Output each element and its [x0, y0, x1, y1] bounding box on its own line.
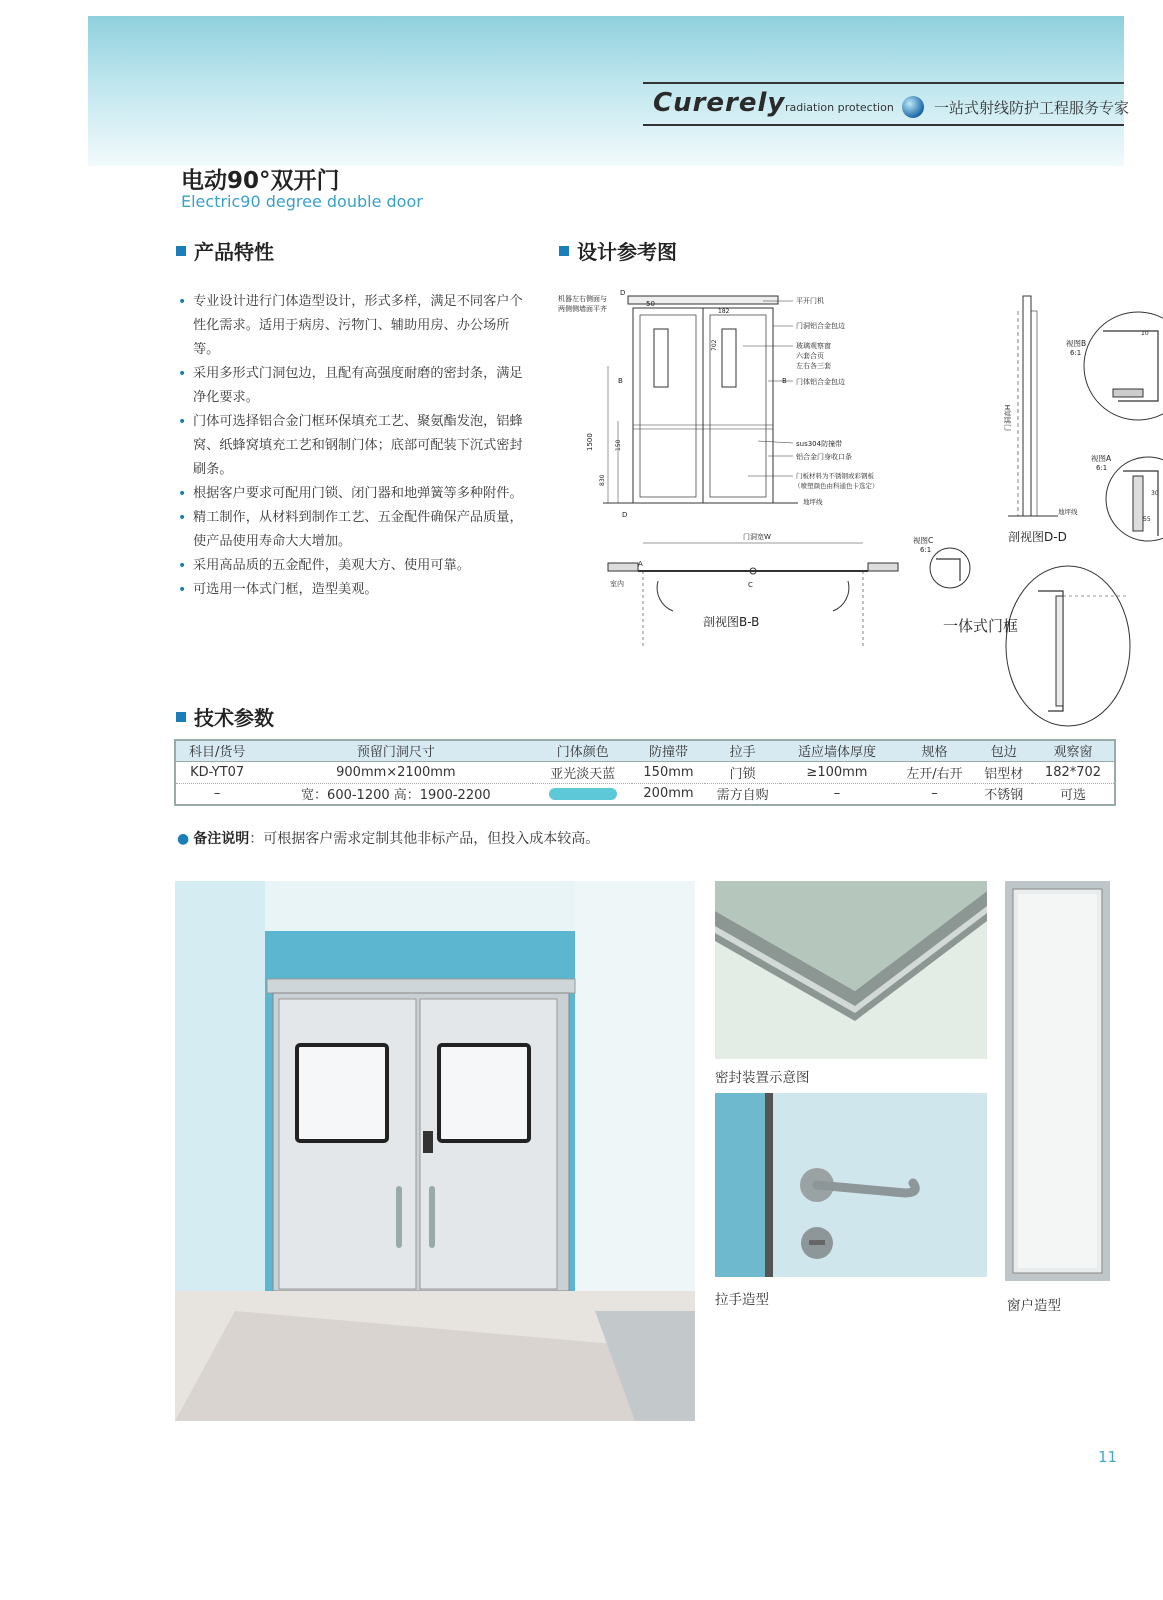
handle-photo	[715, 1093, 987, 1277]
dim-label: 830	[599, 474, 606, 486]
section-mark: D	[622, 511, 628, 519]
table-row	[175, 761, 1115, 783]
drawing-label: 两侧侧墙面平齐	[558, 305, 607, 313]
dim-label: 702	[711, 339, 718, 351]
scale-label: 6:1	[1070, 349, 1082, 357]
dim-label: 30	[1151, 490, 1159, 497]
table-cell: –	[833, 786, 841, 802]
section-mark: A	[638, 560, 643, 568]
drawing-label: 门板材料为不锈钢或彩钢板	[796, 472, 874, 480]
table-cell: 182*702	[1032, 761, 1115, 783]
callout-lines	[743, 301, 793, 476]
section-mark: B	[618, 377, 623, 385]
section-mark: D	[620, 289, 626, 297]
table-cell: 宽：600-1200 高：1900-2200	[301, 788, 491, 804]
dim-label: 55	[1143, 516, 1151, 523]
dim-label: 门洞高H	[1004, 404, 1012, 431]
list-item: • 采用高品质的五金配件，美观大方、使用可靠。	[176, 554, 526, 578]
color-swatch	[549, 788, 617, 800]
color-swatch-cell	[533, 783, 632, 805]
door-illustration	[175, 881, 695, 1421]
square-bullet-icon	[176, 246, 186, 256]
handle-illustration	[715, 1093, 987, 1277]
design-drawing	[558, 271, 1159, 731]
handle-caption: 拉手造型	[715, 1292, 769, 1308]
section-features-heading: 产品特性	[176, 236, 274, 265]
integrated-frame-title: 一体式门框	[943, 617, 1019, 635]
column-header: 科目/货号	[175, 740, 258, 761]
table-cell: –	[213, 786, 221, 802]
table-cell: 不锈钢	[984, 788, 1024, 804]
brand-name: Curerely	[653, 88, 786, 118]
table-cell: 150mm	[632, 761, 705, 783]
feature-list	[176, 290, 526, 602]
drawing-label: （喷塑颜色由科通色卡选定）	[794, 482, 879, 490]
view-a-detail	[1106, 457, 1163, 541]
table-cell: 铝型材	[975, 761, 1032, 783]
product-title-en: Electric90 degree double door	[181, 192, 423, 211]
seal-photo	[715, 881, 987, 1059]
scale-label: 6:1	[920, 546, 932, 554]
table-cell: 门锁	[705, 761, 780, 783]
drawing-label: 六套合页	[796, 352, 824, 360]
drawing-label: 门洞铝合金包边	[796, 322, 845, 330]
dim-label: 10	[1141, 330, 1149, 337]
drawing-label: 机器左右侧面与	[558, 295, 607, 303]
drawing-label: 平开门机	[796, 297, 824, 305]
window-caption: 窗户造型	[1007, 1298, 1061, 1314]
table-cell: 200mm	[643, 786, 694, 802]
section-dd-drawing	[1008, 296, 1058, 516]
section-dd-title: 剖视图D-D	[1008, 530, 1067, 544]
section-mark: B	[782, 377, 787, 385]
plan-section-bb	[608, 543, 898, 646]
table-cell: 900mm×2100mm	[258, 761, 533, 783]
drawing-label: 门体铝合金包边	[796, 378, 845, 386]
table-cell: –	[931, 786, 938, 802]
list-item: • 精工制作，从材料到制作工艺、五金配件确保产品质量，使产品使用寿命大大增加。	[176, 506, 526, 554]
column-header: 包边	[975, 740, 1032, 761]
table-cell: KD-YT07	[175, 761, 258, 783]
window-illustration	[1005, 881, 1110, 1281]
table-row	[175, 783, 1115, 805]
column-header: 适应墙体厚度	[780, 740, 893, 761]
integrated-frame-detail	[1006, 566, 1130, 726]
drawing-label: sus304防撞带	[796, 440, 843, 448]
list-item: • 专业设计进行门体造型设计，形式多样，满足不同客户个性化需求。适用于病房、污物门、辅助用房、办公场所等。	[176, 290, 526, 362]
section-design-heading: 设计参考图	[559, 236, 677, 265]
column-header: 拉手	[705, 740, 780, 761]
column-header: 观察窗	[1032, 740, 1115, 761]
drawing-label: 玻璃观察窗	[796, 342, 831, 350]
seal-illustration	[715, 881, 987, 1059]
column-header: 防撞带	[632, 740, 705, 761]
list-item: • 可选用一体式门框，造型美观。	[176, 578, 526, 602]
square-bullet-icon	[176, 712, 186, 722]
view-b-detail	[1084, 312, 1163, 420]
table-cell: 可选	[1059, 788, 1086, 804]
brand-subtitle: radiation protection	[785, 101, 894, 114]
bullet-icon: ●	[177, 831, 190, 847]
column-header: 门体颜色	[533, 740, 632, 761]
product-title: 电动90°双开门	[181, 168, 340, 194]
seal-caption: 密封装置示意图	[715, 1070, 810, 1086]
catalog-page	[88, 16, 1159, 1536]
front-elevation	[603, 296, 798, 503]
spec-table	[174, 739, 1116, 806]
column-header: 规格	[894, 740, 976, 761]
view-label: 视图B	[1066, 339, 1087, 348]
square-bullet-icon	[559, 246, 569, 256]
dim-label: 150	[615, 439, 622, 451]
section-mark: C	[748, 581, 753, 589]
table-header-row	[175, 740, 1115, 761]
page-number: 11	[1098, 1448, 1118, 1466]
window-photo	[1005, 881, 1110, 1281]
table-cell: 左开/右开	[894, 761, 976, 783]
view-c-detail	[930, 548, 970, 588]
table-cell: 需方自购	[716, 788, 769, 804]
table-cell: 亚光淡天蓝	[533, 761, 632, 783]
drawing-label: 铝合金门身收口条	[796, 453, 852, 461]
dim-label: 182	[718, 308, 730, 315]
brand-slogan: 一站式射线防护工程服务专家	[934, 99, 1130, 117]
drawing-label: 地坪线	[1058, 508, 1078, 516]
dim-label: 门洞宽W	[743, 533, 771, 541]
scale-label: 6:1	[1096, 464, 1108, 472]
dim-label: 1500	[586, 433, 594, 451]
list-item: • 采用多形式门洞包边，且配有高强度耐磨的密封条，满足净化要求。	[176, 362, 526, 410]
globe-icon	[902, 96, 924, 118]
section-bb-title: 剖视图B-B	[703, 615, 760, 629]
view-label: 视图C	[913, 536, 934, 545]
list-item: • 门体可选择铝合金门框环保填充工艺、聚氨酯发泡，铝蜂窝、纸蜂窝填充工艺和钢制门体；底部可配装下沉式密封刷条。	[176, 410, 526, 482]
list-item: • 根据客户要求可配用门锁、闭门器和地弹簧等多种附件。	[176, 482, 526, 506]
drawing-label: 左右各三套	[796, 362, 831, 370]
drawing-label: 地坪线	[803, 498, 823, 506]
dim-label: 50	[646, 300, 655, 308]
view-label: 视图A	[1091, 454, 1112, 463]
remark-note: ● 备注说明：可根据客户需求定制其他非标产品，但投入成本较高。	[177, 831, 600, 847]
section-specs-heading: 技术参数	[176, 702, 274, 731]
door-photo	[175, 881, 695, 1421]
table-cell: ≥100mm	[780, 761, 893, 783]
column-header: 预留门洞尺寸	[258, 740, 533, 761]
drawing-label: 室内	[610, 580, 624, 588]
